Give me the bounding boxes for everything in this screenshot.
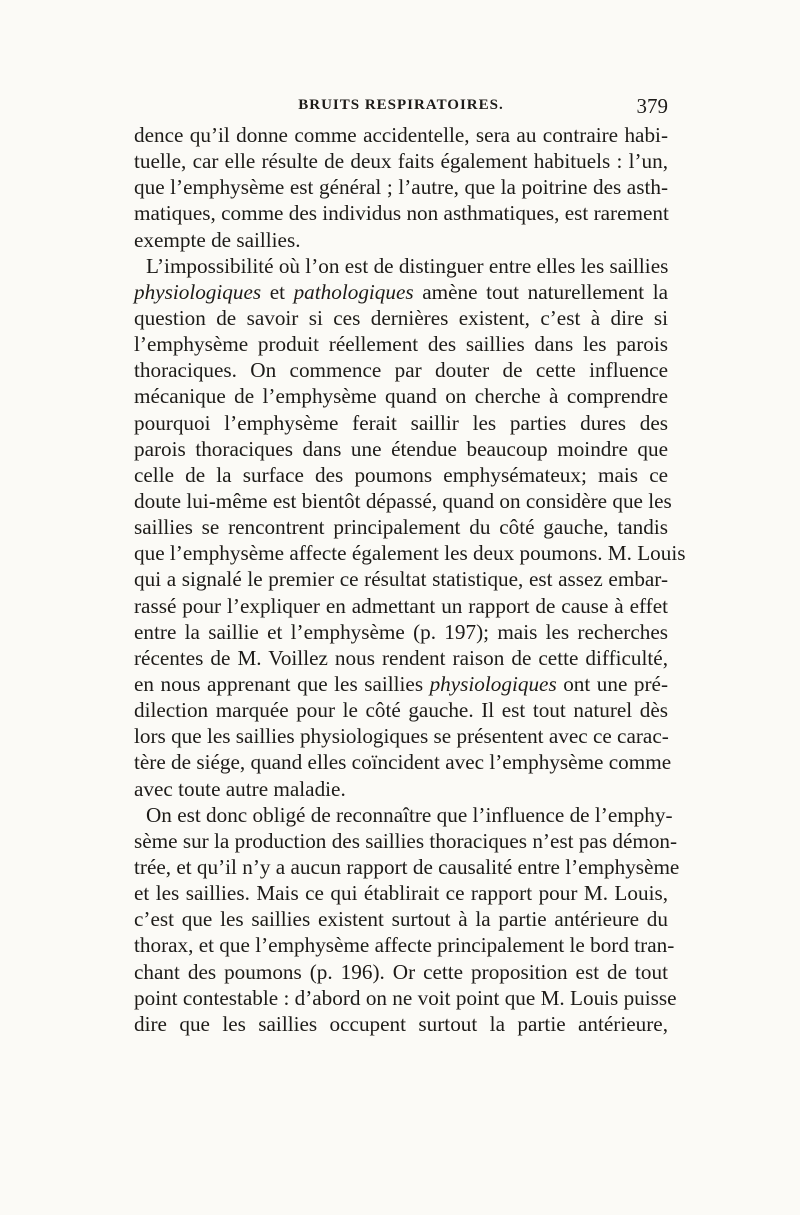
text-line: question de savoir si ces dernières existent, c’est à dire si — [134, 305, 668, 330]
text-line: dence qu’il donne comme accidentelle, sera au contraire habi- — [134, 123, 668, 147]
text-line: trée, et qu’il n’y a aucun rapport de causalité entre l’emphysème — [134, 854, 680, 879]
text-line: tuelle, car elle résulte de deux faits également habituels : l’un, — [134, 149, 668, 174]
text-line: dire que les saillies occupent surtout la partie antérieure, — [134, 1011, 668, 1036]
text-line: c’est que les saillies existent surtout à la partie antérieure du — [134, 907, 668, 932]
text-line: qui a signalé le premier ce résultat statistique, est assez embar- — [134, 567, 668, 592]
text-line: dilection marquée pour le côté gauche. Il est tout naturel dès — [134, 698, 668, 723]
text-line: thoraciques. On commence par douter de cette influence — [134, 358, 668, 383]
page-number: 379 — [636, 94, 668, 118]
running-title: BRUITS RESPIRATOIRES. — [298, 97, 504, 113]
text-line: thorax, et que l’emphysème affecte principalement le bord tran- — [134, 933, 675, 958]
text-line: l’emphysème produit réellement des saillies dans les parois — [134, 332, 668, 357]
text-line: L’impossibilité où l’on est de distinguer entre elles les saillies — [146, 253, 669, 278]
text-line: doute lui-même est bientôt dépassé, quand on considère que les — [134, 488, 672, 513]
text-line: matiques, comme des individus non asthmatiques, est rarement — [134, 201, 669, 226]
text-line: avec toute autre maladie. — [134, 776, 346, 801]
text-line: point contestable : d’abord on ne voit point que M. Louis puisse — [134, 985, 677, 1010]
text-line: saillies se rencontrent principalement du côté gauche, tandis — [134, 515, 668, 540]
text-line: On est donc obligé de reconnaître que l’influence de l’emphy- — [146, 802, 673, 827]
text-line: tère de siége, quand elles coïncident avec l’emphysème comme — [134, 750, 672, 775]
text-line: que l’emphysème est général ; l’autre, que la poitrine des asth- — [134, 175, 668, 200]
text-line: et les saillies. Mais ce qui établirait ce rapport pour M. Louis, — [134, 881, 668, 906]
body-text — [134, 122, 686, 1037]
text-line: sème sur la production des saillies thoraciques n’est pas démon- — [134, 828, 678, 853]
text-line: entre la saillie et l’emphysème (p. 197); mais les recherches — [134, 619, 668, 644]
text-line: chant des poumons (p. 196). Or cette proposition est de tout — [134, 959, 668, 984]
text-line: exempte de saillies. — [134, 227, 301, 252]
text-line: parois thoraciques dans une étendue beaucoup moindre que — [134, 436, 668, 461]
text-line: pourquoi l’emphysème ferait saillir les parties dures des — [134, 410, 668, 435]
text-line: mécanique de l’emphysème quand on cherche à comprendre — [134, 384, 668, 409]
text-line: lors que les saillies physiologiques se présentent avec ce carac- — [134, 724, 669, 749]
text-line: physiologiques et pathologiques amène tout naturellement la — [134, 279, 668, 304]
text-line: que l’emphysème affecte également les deux poumons. M. Louis — [134, 541, 686, 566]
text-line: celle de la surface des poumons emphysémateux; mais ce — [134, 462, 668, 487]
text-line: rassé pour l’expliquer en admettant un rapport de cause à effet — [134, 593, 668, 618]
text-line: récentes de M. Voillez nous rendent raison de cette difficulté, — [134, 645, 668, 670]
text-line: en nous apprenant que les saillies physiologiques ont une pré- — [134, 671, 668, 696]
running-head — [134, 94, 668, 121]
